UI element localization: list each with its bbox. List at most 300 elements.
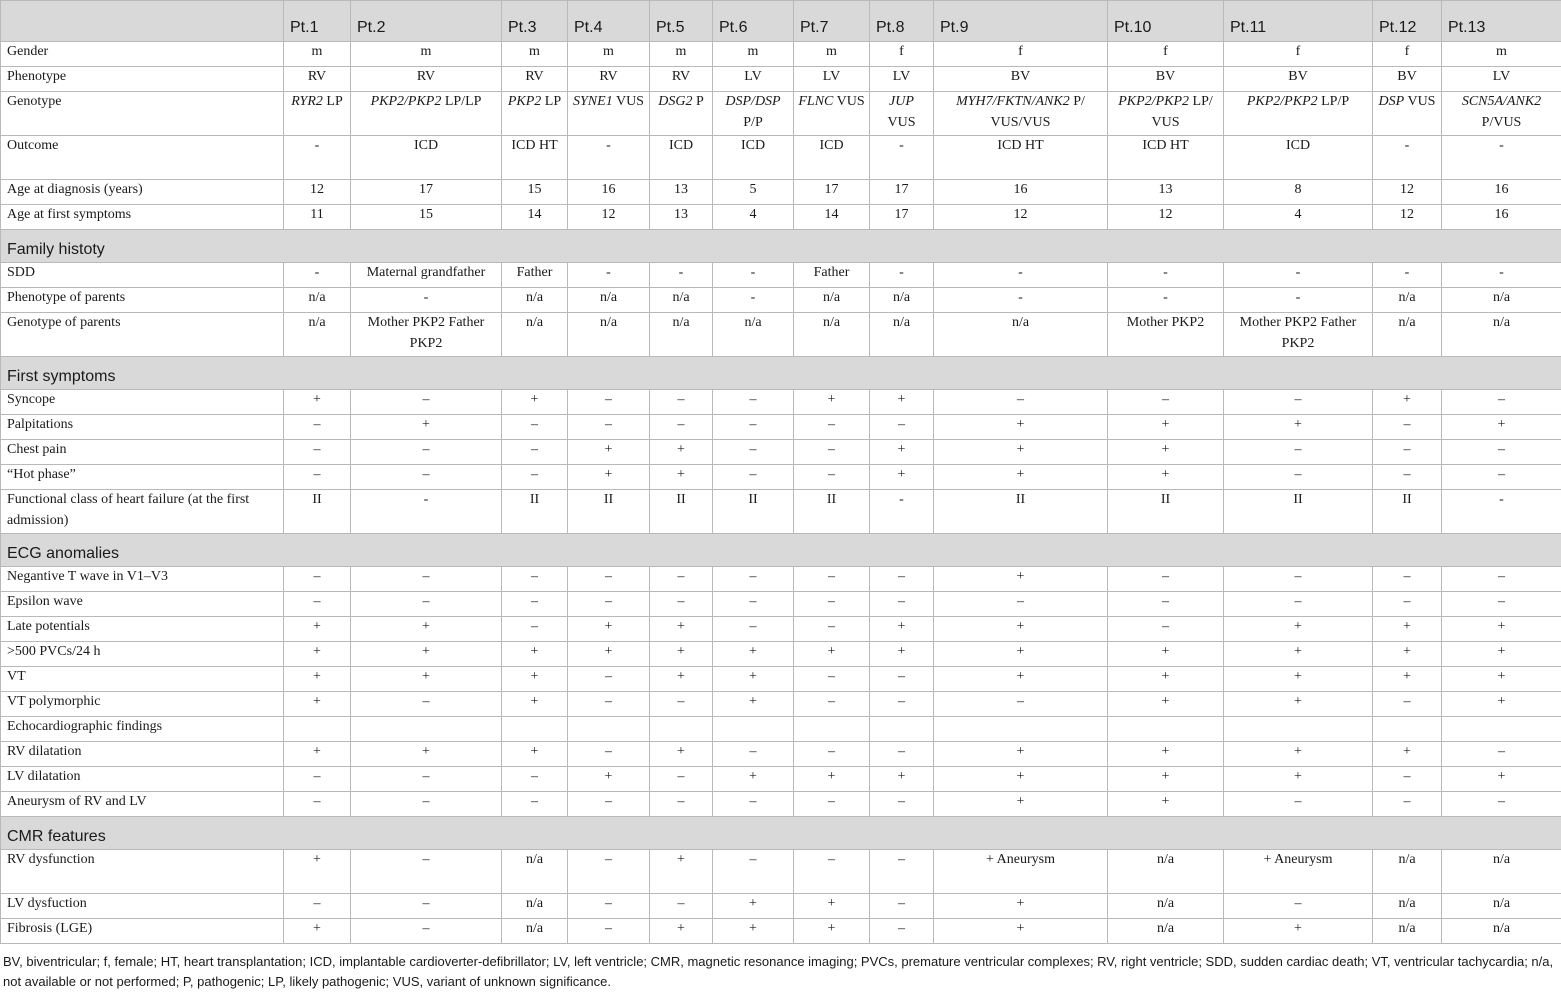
table-cell: + [1224,742,1373,767]
gene-name: RYR2 [291,94,323,109]
table-cell: m [1442,42,1561,67]
table-cell: - [351,288,502,313]
table-cell [568,717,650,742]
table-cell [568,92,650,136]
table-cell: – [284,465,351,490]
table-cell: + [934,415,1108,440]
table-cell: – [713,850,794,894]
table-row [1,263,1561,288]
table-cell: m [284,42,351,67]
patient-header-8: Pt.8 [870,1,934,42]
table-cell: – [870,850,934,894]
table-cell: + [502,642,568,667]
table-cell: – [1224,390,1373,415]
table-cell: ICD [351,136,502,180]
table-cell: – [794,617,870,642]
table-cell: – [1442,592,1561,617]
table-cell: II [934,490,1108,534]
table-cell: – [934,592,1108,617]
table-row [1,136,1561,180]
table-cell [502,717,568,742]
table-cell: – [870,592,934,617]
table-cell: – [1442,792,1561,817]
table-cell: – [870,919,934,944]
row-label: Phenotype [1,67,284,92]
gene-name: PKP2/PKP2 [1118,94,1189,109]
table-cell: + [794,767,870,792]
table-cell: Father [502,263,568,288]
table-cell: + [934,919,1108,944]
table-row [1,692,1561,717]
table-cell: – [1224,567,1373,592]
table-cell: – [284,415,351,440]
table-cell: + [650,850,713,894]
table-cell: + [870,642,934,667]
table-cell: m [351,42,502,67]
row-label: Syncope [1,390,284,415]
table-cell: – [713,390,794,415]
table-row [1,288,1561,313]
table-cell: - [1442,136,1561,180]
table-cell: + [1442,667,1561,692]
table-cell: + [502,692,568,717]
patient-header-7: Pt.7 [794,1,870,42]
row-label: Echocardiographic findings [1,717,284,742]
table-cell: - [1442,490,1561,534]
table-cell: + [1373,742,1442,767]
table-cell: 5 [713,180,794,205]
table-cell: Mother PKP2 Father PKP2 [1224,313,1373,357]
table-cell: - [934,288,1108,313]
table-cell: – [502,792,568,817]
table-cell: – [794,415,870,440]
table-cell: – [284,592,351,617]
table-cell: n/a [794,288,870,313]
table-cell: n/a [1442,313,1561,357]
table-cell [650,92,713,136]
table-cell: – [568,742,650,767]
gene-name: JUP [889,94,914,109]
table-cell: + [1442,692,1561,717]
row-label: Genotype [1,92,284,136]
table-cell: – [351,567,502,592]
table-cell: – [713,742,794,767]
table-cell: – [568,390,650,415]
table-cell: + [568,617,650,642]
table-row [1,717,1561,742]
gene-name: PKP2/PKP2 [1247,94,1318,109]
table-cell: Maternal grandfather [351,263,502,288]
table-cell [1224,92,1373,136]
table-cell: – [1373,592,1442,617]
table-cell: – [794,465,870,490]
gene-name: DSG2 [658,94,692,109]
table-cell: n/a [1108,894,1224,919]
table-cell: – [870,742,934,767]
table-cell: ICD [1224,136,1373,180]
table-cell: LV [794,67,870,92]
table-cell: 12 [568,205,650,230]
table-cell [351,92,502,136]
table-cell: + [650,919,713,944]
table-row [1,465,1561,490]
table-row [1,67,1561,92]
table-cell: + [1224,415,1373,440]
table-cell: + [650,742,713,767]
table-cell [934,92,1108,136]
table-cell: – [870,894,934,919]
table-cell: – [568,894,650,919]
table-cell: – [351,390,502,415]
table-cell: + [934,894,1108,919]
table-cell: – [1108,390,1224,415]
table-cell: – [713,617,794,642]
table-cell: – [351,894,502,919]
table-cell: + [1108,642,1224,667]
table-cell: + [284,742,351,767]
table-cell: + [502,742,568,767]
variant-class: P/VUS [1482,115,1522,130]
table-cell: + [794,642,870,667]
table-cell: LV [1442,67,1561,92]
table-cell: – [934,390,1108,415]
table-cell: + [284,667,351,692]
table-cell [870,92,934,136]
variant-class: VUS [887,115,915,130]
table-cell: + [650,617,713,642]
table-cell: + [1373,667,1442,692]
table-cell: – [870,667,934,692]
table-cell: + [284,692,351,717]
table-cell: – [568,850,650,894]
patient-header-3: Pt.3 [502,1,568,42]
table-cell: II [568,490,650,534]
gene-name: MYH7/FKTN/ANK2 [956,94,1070,109]
table-cell [284,717,351,742]
table-cell: + [934,667,1108,692]
table-row [1,92,1561,136]
gene-name: DSP/DSP [725,94,780,109]
table-cell: + [1442,415,1561,440]
table-row [1,440,1561,465]
table-cell: – [1224,894,1373,919]
table-cell: - [284,263,351,288]
table-cell: + [1373,617,1442,642]
table-row [1,767,1561,792]
table-cell: + [1108,440,1224,465]
table-header-row [1,1,1561,42]
table-row [1,180,1561,205]
section-header-row [1,817,1561,850]
table-cell: + [650,667,713,692]
table-cell: – [502,617,568,642]
row-label: LV dilatation [1,767,284,792]
table-cell: + [284,617,351,642]
table-cell: m [650,42,713,67]
gene-name: FLNC [798,94,833,109]
variant-class: LP [326,94,342,109]
table-cell [1224,717,1373,742]
table-row [1,742,1561,767]
table-cell: – [650,567,713,592]
table-cell: + [870,390,934,415]
table-cell: + [568,440,650,465]
table-cell: - [870,136,934,180]
patient-header-12: Pt.12 [1373,1,1442,42]
table-cell: ICD [713,136,794,180]
table-row [1,205,1561,230]
table-cell: – [713,465,794,490]
table-footnote: BV, biventricular; f, female; HT, heart transplantation; ICD, implantable cardioverter-defibrillator; LV, left ventricle; CMR, magnetic resonance imaging; PVCs, premature ventricular complexes; RV, right ventricle; SDD, sudden cardiac death; VT, ventricular tachycardia; n/a, not available or not performed; P, pathogenic; LP, likely pathogenic; VUS, variant of unknown significance. [3,952,1559,992]
gene-name: PKP2 [508,94,541,109]
table-cell: + [1373,390,1442,415]
table-cell: + [934,792,1108,817]
table-cell: BV [934,67,1108,92]
table-cell: – [1224,792,1373,817]
table-cell: + [1108,692,1224,717]
table-cell: - [1224,263,1373,288]
table-cell: 13 [1108,180,1224,205]
variant-class: P/ VUS/VUS [991,94,1085,130]
row-label: Late potentials [1,617,284,642]
section-title: Family histoty [1,230,1561,263]
table-row [1,850,1561,894]
table-cell: - [1108,263,1224,288]
table-cell: + [870,767,934,792]
table-cell: + [934,642,1108,667]
table-cell: - [284,136,351,180]
row-label: RV dysfunction [1,850,284,894]
row-label: Gender [1,42,284,67]
table-cell: – [713,415,794,440]
table-cell: – [502,592,568,617]
table-cell: – [794,567,870,592]
row-label: Negantive T wave in V1–V3 [1,567,284,592]
table-cell [1373,717,1442,742]
table-cell: 14 [502,205,568,230]
table-cell: – [870,792,934,817]
table-cell: II [284,490,351,534]
table-cell: 4 [713,205,794,230]
table-cell: + [1224,692,1373,717]
patient-header-4: Pt.4 [568,1,650,42]
section-header-row [1,357,1561,390]
table-cell: ICD HT [502,136,568,180]
table-cell: – [1224,440,1373,465]
table-cell: RV [502,67,568,92]
table-cell: – [650,592,713,617]
table-cell: – [1442,742,1561,767]
table-cell: – [1442,390,1561,415]
table-cell: + [1224,767,1373,792]
table-cell: + [1108,767,1224,792]
table-cell: BV [1108,67,1224,92]
table-cell: + [870,617,934,642]
table-cell: + [713,692,794,717]
table-cell: – [1442,465,1561,490]
table-cell: – [934,692,1108,717]
table-body [1,42,1561,944]
row-label: SDD [1,263,284,288]
table-cell: f [934,42,1108,67]
table-cell [794,92,870,136]
table-cell [284,92,351,136]
table-cell: f [1108,42,1224,67]
table-cell: + [351,667,502,692]
gene-name: PKP2/PKP2 [371,94,442,109]
table-cell: + [934,567,1108,592]
table-cell: – [351,792,502,817]
table-cell: – [650,767,713,792]
table-cell: – [1108,617,1224,642]
patient-header-9: Pt.9 [934,1,1108,42]
row-label: Outcome [1,136,284,180]
table-cell: - [1373,263,1442,288]
row-label: Genotype of parents [1,313,284,357]
table-cell: n/a [502,288,568,313]
table-cell: n/a [502,313,568,357]
table-cell: 8 [1224,180,1373,205]
table-cell: – [650,390,713,415]
row-label: VT [1,667,284,692]
table-cell: LV [713,67,794,92]
table-cell: + [1108,415,1224,440]
table-cell: + [713,919,794,944]
row-label: Epsilon wave [1,592,284,617]
table-cell [934,717,1108,742]
table-cell: + [1442,617,1561,642]
table-cell: n/a [1442,288,1561,313]
table-cell: + [650,440,713,465]
table-cell: n/a [1442,850,1561,894]
table-cell: – [713,440,794,465]
table-cell: - [870,263,934,288]
table-row [1,617,1561,642]
table-cell: 17 [870,180,934,205]
table-cell: + [713,642,794,667]
row-label: Phenotype of parents [1,288,284,313]
variant-class: VUS [1407,94,1435,109]
section-header-row [1,230,1561,263]
table-cell: – [351,850,502,894]
table-cell: n/a [1373,850,1442,894]
table-cell: + [1224,617,1373,642]
table-cell: – [794,742,870,767]
table-cell: 17 [351,180,502,205]
row-label: Functional class of heart failure (at the first admission) [1,490,284,534]
row-label: Palpitations [1,415,284,440]
table-cell: 12 [934,205,1108,230]
table-cell: – [1224,465,1373,490]
table-cell: ICD [650,136,713,180]
table-cell: 11 [284,205,351,230]
table-cell: – [650,894,713,919]
table-cell: 16 [568,180,650,205]
table-cell: II [502,490,568,534]
table-cell: – [794,792,870,817]
table-cell: RV [650,67,713,92]
table-cell: + [1224,667,1373,692]
table-cell: + [1442,767,1561,792]
table-cell: + [568,767,650,792]
table-cell: + [1224,642,1373,667]
table-cell: + [568,465,650,490]
table-cell: – [568,792,650,817]
row-label: LV dysfuction [1,894,284,919]
table-cell: n/a [794,313,870,357]
patient-header-2: Pt.2 [351,1,502,42]
table-cell: m [502,42,568,67]
table-cell: – [650,792,713,817]
table-cell: RV [568,67,650,92]
table-cell: n/a [568,288,650,313]
table-cell: II [713,490,794,534]
row-label: VT polymorphic [1,692,284,717]
table-row [1,313,1561,357]
table-cell [794,717,870,742]
table-cell: + [1224,919,1373,944]
table-cell: m [568,42,650,67]
table-cell: RV [284,67,351,92]
table-cell: – [794,667,870,692]
table-cell: - [713,263,794,288]
table-cell: + [284,850,351,894]
row-label: “Hot phase” [1,465,284,490]
table-cell: 4 [1224,205,1373,230]
table-cell: – [351,767,502,792]
variant-class: LP/P [1321,94,1349,109]
table-row [1,667,1561,692]
table-cell: + [351,642,502,667]
table-cell: + [870,440,934,465]
table-cell: - [351,490,502,534]
table-cell: – [284,894,351,919]
variant-class: P [696,94,704,109]
table-cell: - [1442,263,1561,288]
table-cell: RV [351,67,502,92]
table-cell [870,717,934,742]
table-cell: 14 [794,205,870,230]
table-cell: n/a [1442,919,1561,944]
table-cell [502,92,568,136]
table-cell: n/a [1373,313,1442,357]
table-cell: – [284,567,351,592]
table-cell: + [794,390,870,415]
table-cell: – [1108,567,1224,592]
table-cell: ICD HT [934,136,1108,180]
table-cell: – [351,440,502,465]
table-cell: – [870,415,934,440]
patient-header-5: Pt.5 [650,1,713,42]
patient-header-6: Pt.6 [713,1,794,42]
row-label: Aneurysm of RV and LV [1,792,284,817]
table-cell: + [934,465,1108,490]
table-cell: + [1108,742,1224,767]
table-cell: n/a [1373,919,1442,944]
table-cell: + [284,390,351,415]
table-cell [351,717,502,742]
table-row [1,42,1561,67]
table-cell: + [568,642,650,667]
table-cell [650,717,713,742]
table-cell: Mother PKP2 [1108,313,1224,357]
table-cell: 17 [870,205,934,230]
table-cell: + [934,742,1108,767]
gene-name: SCN5A/ANK2 [1462,94,1541,109]
table-cell: - [568,263,650,288]
table-cell: + [1108,792,1224,817]
table-cell: II [794,490,870,534]
